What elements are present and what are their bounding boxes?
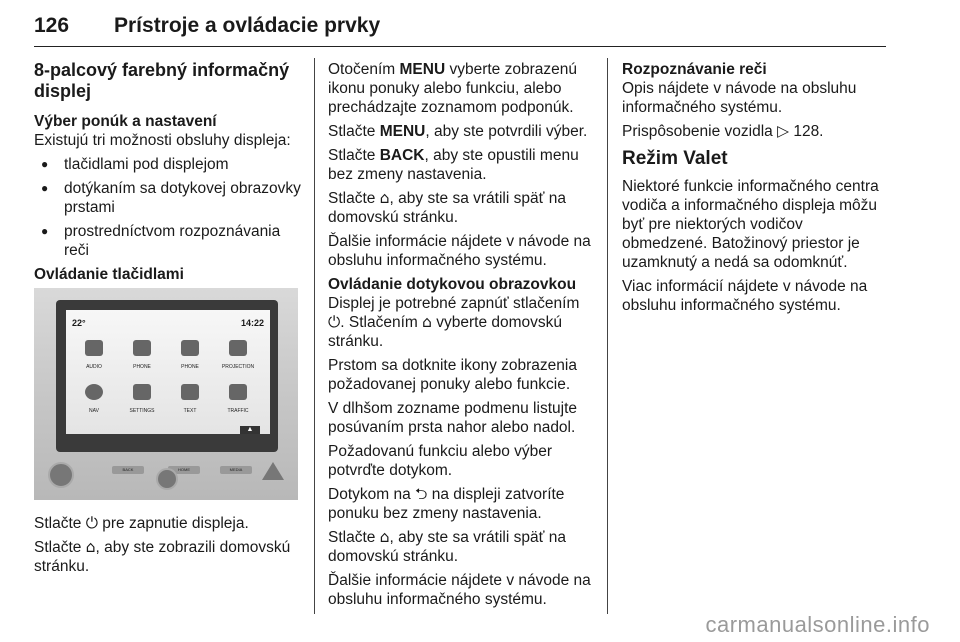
- sub-heading: Výber ponúk a nastavení: [34, 113, 217, 130]
- projection-icon: [229, 340, 247, 356]
- power-icon: ⏻: [85, 514, 98, 532]
- chevron-up-icon: ▲: [240, 426, 260, 434]
- paragraph: Otočením MENU vyberte zobrazenú ikonu ponuky alebo funkciu, alebo prechádzajte zoznamom podponúk.: [328, 61, 577, 116]
- paragraph: Stlačte ⌂, aby ste sa vrátili späť na domovskú stránku.: [328, 189, 566, 226]
- music-icon: [85, 340, 103, 356]
- phone-icon: [181, 340, 199, 356]
- tile-traffic: TRAFFIC: [218, 384, 258, 421]
- list-item: ● tlačidlami pod displejom: [34, 155, 302, 174]
- paragraph: Stlačte ⏻ pre zapnutie displeja.: [34, 514, 249, 532]
- page-header: [34, 6, 886, 46]
- voice-heading: Rozpoznávanie reči: [622, 61, 767, 78]
- home-icon: ⌂: [379, 189, 390, 207]
- screen-time: 14:22: [240, 318, 264, 328]
- tile-phone: PHONE: [122, 340, 162, 377]
- paragraph: Stlačte ⌂, aby ste sa vrátili späť na domovskú stránku.: [328, 528, 566, 565]
- key-label: BACK: [379, 147, 425, 164]
- tile-audio: AUDIO: [74, 340, 114, 377]
- intro-text: Existujú tri možnosti obsluhy displeja:: [34, 132, 291, 149]
- tile-nav: NAV: [74, 384, 114, 421]
- column-1: [34, 60, 302, 581]
- home-icon: ⌂: [85, 538, 96, 556]
- key-label: MENU: [379, 123, 426, 140]
- menu-knob: [156, 468, 178, 490]
- paragraph: Opis nájdete v návode na obsluhu informačného systému.: [622, 80, 857, 116]
- message-icon: [181, 384, 199, 400]
- screen-temperature: 22°: [72, 318, 86, 328]
- section-title: 8-palcový farebný informačný displej: [34, 60, 290, 101]
- tile-projection: PROJECTION: [218, 340, 258, 377]
- paragraph: Stlačte ⌂, aby ste zobrazili domovskú stránku.: [34, 538, 291, 575]
- watermark: carmanualsonline.info: [705, 612, 930, 637]
- tile-settings: SETTINGS: [122, 384, 162, 421]
- paragraph: Prstom sa dotknite ikony zobrazenia požadovanej ponuky alebo funkcie.: [328, 357, 577, 393]
- gear-icon: [133, 384, 151, 400]
- list-item: ● dotýkaním sa dotykovej obrazovky prstami: [34, 179, 302, 217]
- display-bezel: [56, 300, 278, 452]
- hardware-controls: [48, 462, 284, 488]
- home-icon: ⌂: [379, 528, 390, 546]
- column-divider: [314, 58, 315, 614]
- back-hw-button: BACK: [112, 466, 144, 474]
- running-title: Prístroje a ovládacie prvky: [114, 14, 381, 37]
- paragraph: Ďalšie informácie nájdete v návode na obsluhu informačného systému.: [328, 233, 591, 269]
- media-hw-button: MEDIA: [220, 466, 252, 474]
- paragraph: Ďalšie informácie nájdete v návode na obsluhu informačného systému.: [328, 572, 591, 608]
- list-item: ● prostredníctvom rozpoznávania reči: [34, 222, 302, 260]
- infotainment-photo: [34, 288, 298, 500]
- touch-heading: Ovládanie dotykovou obrazovkou: [328, 276, 577, 293]
- paragraph: V dlhšom zozname podmenu listujte posúvaním prsta nahor alebo nadol.: [328, 400, 577, 436]
- paragraph: Viac informácií nájdete v návode na obsluhu informačného systému.: [622, 278, 868, 314]
- page-ref-icon: ▷: [777, 122, 790, 140]
- tile-text: TEXT: [170, 384, 210, 421]
- home-icon: ⌂: [422, 313, 432, 331]
- phone-icon: [133, 340, 151, 356]
- traffic-icon: [229, 384, 247, 400]
- compass-icon: [85, 384, 103, 400]
- buttons-heading: Ovládanie tlačidlami: [34, 266, 184, 283]
- column-3: [622, 60, 892, 320]
- power-knob: [48, 462, 74, 488]
- column-divider: [607, 58, 608, 614]
- page-number: 126: [34, 14, 70, 37]
- header-rule: [34, 46, 886, 47]
- paragraph: Displej je potrebné zapnúť stlačením ⏻. Stlačením ⌂ vyberte domovskú stránku.: [328, 295, 580, 350]
- bullet-list: [34, 155, 302, 260]
- paragraph: Požadovanú funkciu alebo výber potvrďte dotykom.: [328, 443, 553, 479]
- back-arrow-icon: ⮌: [415, 485, 428, 503]
- tile-phone-2: PHONE: [170, 340, 210, 377]
- valet-heading: Režim Valet: [622, 148, 728, 169]
- hazard-icon: [262, 462, 284, 480]
- home-hw-button: HOME: [168, 466, 200, 474]
- paragraph: Stlačte BACK, aby ste opustili menu bez zmeny nastavenia.: [328, 147, 579, 183]
- paragraph: Prispôsobenie vozidla ▷ 128.: [622, 122, 824, 140]
- paragraph: Niektoré funkcie informačného centra vodiča a informačného displeja môžu byť pre niektorých vodičov obmedzené. Batožinový priestor je uzamknutý a nedá sa odomknúť.: [622, 178, 879, 271]
- key-label: MENU: [399, 61, 446, 78]
- paragraph: Dotykom na ⮌ na displeji zatvoríte ponuku bez zmeny nastavenia.: [328, 485, 565, 522]
- paragraph: Stlačte MENU, aby ste potvrdili výber.: [328, 123, 588, 140]
- column-2: [328, 60, 596, 614]
- power-icon: ⏻: [328, 313, 341, 331]
- display-screen: [66, 310, 270, 434]
